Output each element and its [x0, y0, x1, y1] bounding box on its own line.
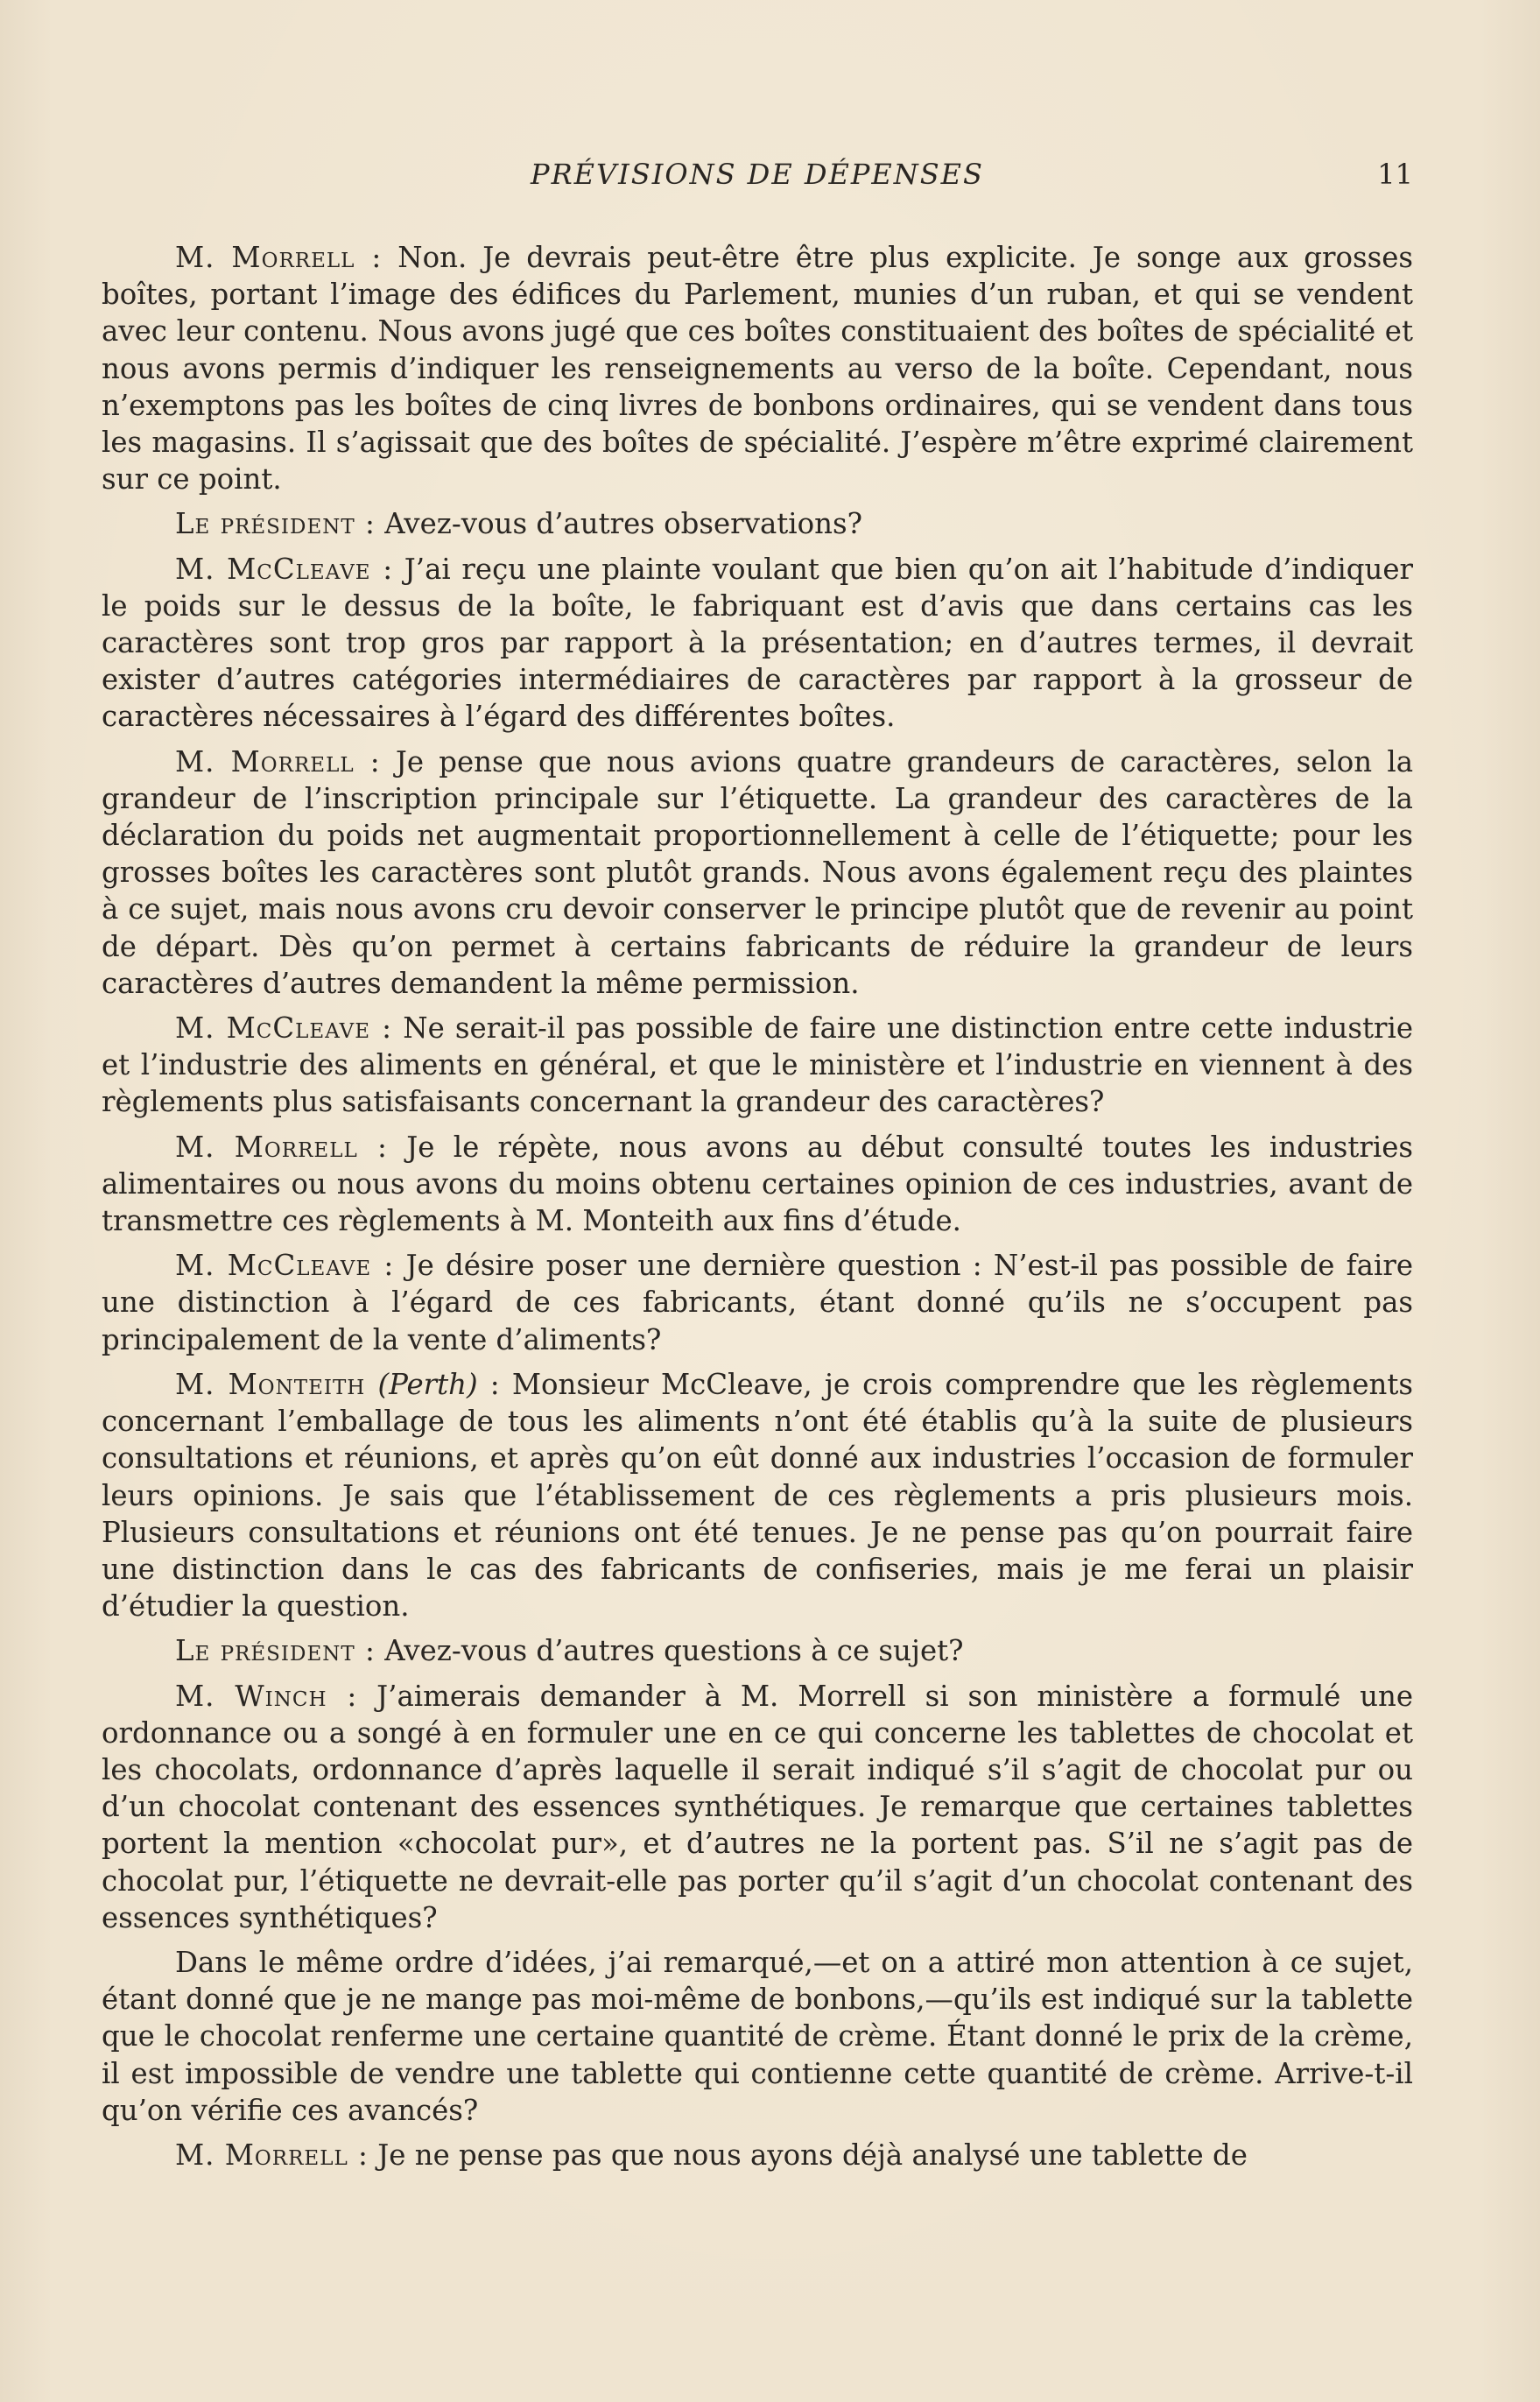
speaker-name: M. Morrell :: [175, 2138, 369, 2172]
speaker-name: M. McCleave :: [175, 552, 394, 586]
paragraph-text: Ne serait-il pas possible de faire une distinction entre cette industrie et l’industrie des aliments en général, et que le ministère et l’industrie en viennent à des règlements plus satisfaisants concernant la grandeur des caractères?: [102, 1011, 1413, 1119]
speaker-name: M. Winch :: [175, 1679, 358, 1713]
paragraph-text: : Monsieur McCleave, je crois comprendre que les règlements concernant l’emballage de tous les aliments n’ont été établis qu’à la suite de plusieurs consultations et réunions, et après qu’on eût donné aux industries l’occasion de formuler leurs opinions. Je sais que l’établissement de ces règlements a pris plusieurs mois. Plusieurs consultations et réunions ont été tenues. Je ne pense pas qu’on pourrait faire une distinction dans le cas des fabricants de confiseries, mais je me ferai un plaisir d’étudier la question.: [102, 1367, 1413, 1624]
paragraph: [102, 1366, 1413, 1624]
paragraph: [102, 1944, 1413, 2129]
speaker-name: M. Morrell :: [175, 744, 381, 778]
speaker-name: M. Monteith: [175, 1367, 366, 1401]
body-text: [102, 239, 1413, 2181]
paragraph-text: Dans le même ordre d’idées, j’ai remarqué,—et on a attiré mon attention à ce sujet, étant donné que je ne mange pas moi-même de bonbons,—qu’ils est indiqué sur la tablette que le chocolat renferme une certaine quantité de crème. Étant donné le prix de la crème, il est impossible de vendre une tablette qui contienne cette quantité de crème. Arrive-t-il qu’on vérifie ces avancés?: [102, 1945, 1413, 2127]
paragraph-text: J’ai reçu une plainte voulant que bien qu’on ait l’habitude d’indiquer le poids sur le dessus de la boîte, le fabriquant est d’avis que dans certains cas les caractères sont trop gros par rapport à la présentation; en d’autres termes, il devrait exister d’autres catégories intermédiaires de caractères par rapport à la grosseur de caractères nécessaires à l’égard des différentes boîtes.: [102, 552, 1413, 734]
paragraph: [102, 1678, 1413, 1936]
speaker-riding: (Perth): [377, 1367, 478, 1401]
paragraph-text: Avez-vous d’autres observations?: [375, 507, 863, 541]
paragraph: [102, 2137, 1413, 2173]
speaker-name: M. Morrell :: [175, 241, 383, 274]
running-title: PRÉVISIONS DE DÉPENSES: [531, 158, 984, 191]
paragraph-text: J’aimerais demander à M. Morrell si son ministère a formulé une ordonnance ou a songé à en formuler une en ce qui concerne les tablettes de chocolat et les chocolats, ordonnance d’après laquelle il serait indiqué s’il s’agit de chocolat pur ou d’un chocolat contenant des essences synthétiques. Je remarque que certaines tablettes portent la mention «chocolat pur», et d’autres ne la portent pas. S’il ne s’agit pas de chocolat pur, l’étiquette ne devrait-elle pas porter qu’il s’agit d’un chocolat contenant des essences synthétiques?: [102, 1679, 1414, 1934]
speaker-name: Le président :: [175, 507, 376, 541]
paragraph: [102, 551, 1413, 736]
paragraph: [102, 239, 1413, 497]
paragraph-text: Je le répète, nous avons au début consulté toutes les industries alimentaires ou nous avons du moins obtenu certaines opinion de ces industries, avant de transmettre ces règlements à M. Monteith aux fins d’étude.: [102, 1130, 1413, 1238]
paragraph: [102, 1010, 1413, 1121]
paragraph: [102, 743, 1413, 1002]
page-header: [102, 158, 1413, 200]
speaker-name: M. McCleave :: [175, 1011, 393, 1046]
page-number: 11: [1377, 158, 1413, 191]
paragraph: [102, 505, 1413, 542]
speaker-name: M. McCleave :: [175, 1249, 395, 1283]
paragraph-text: Avez-vous d’autres questions à ce sujet?: [375, 1634, 964, 1668]
paragraph-text: Je pense que nous avions quatre grandeurs de caractères, selon la grandeur de l’inscription principale sur l’étiquette. La grandeur des caractères de la déclaration du poids net augmentait proportionnellement à celle de l’étiquette; pour les grosses boîtes les caractères sont plutôt grands. Nous avons également reçu des plaintes à ce sujet, mais nous avons cru devoir conserver le principe plutôt que de revenir au point de départ. Dès qu’on permet à certains fabricants de réduire la grandeur de leurs caractères d’autres demandent la même permission.: [102, 744, 1414, 1000]
paragraph-text: Je désire poser une dernière question : N’est-il pas possible de faire une distinction à l’égard de ces fabricants, étant donné qu’ils ne s’occupent pas principalement de la vente d’aliments?: [102, 1249, 1413, 1356]
paragraph-text: Je ne pense pas que nous ayons déjà analysé une tablette de: [368, 2138, 1248, 2172]
paragraph-text: Non. Je devrais peut-être être plus explicite. Je songe aux grosses boîtes, portant l’image des édifices du Parlement, munies d’un ruban, et qui se vendent avec leur contenu. Nous avons jugé que ces boîtes constituaient des boîtes de spécialité et nous avons permis d’indiquer les renseignements au verso de la boîte. Cependant, nous n’exemptons pas les boîtes de cinq livres de bonbons ordinaires, qui se vendent dans tous les magasins. Il s’agissait que des boîtes de spécialité. J’espère m’être exprimé clairement sur ce point.: [102, 241, 1413, 497]
speaker-name: M. Morrell :: [175, 1130, 388, 1164]
paragraph: [102, 1129, 1413, 1240]
speaker-name: Le président :: [175, 1634, 376, 1668]
paragraph: [102, 1247, 1413, 1358]
paragraph: [102, 1632, 1413, 1669]
